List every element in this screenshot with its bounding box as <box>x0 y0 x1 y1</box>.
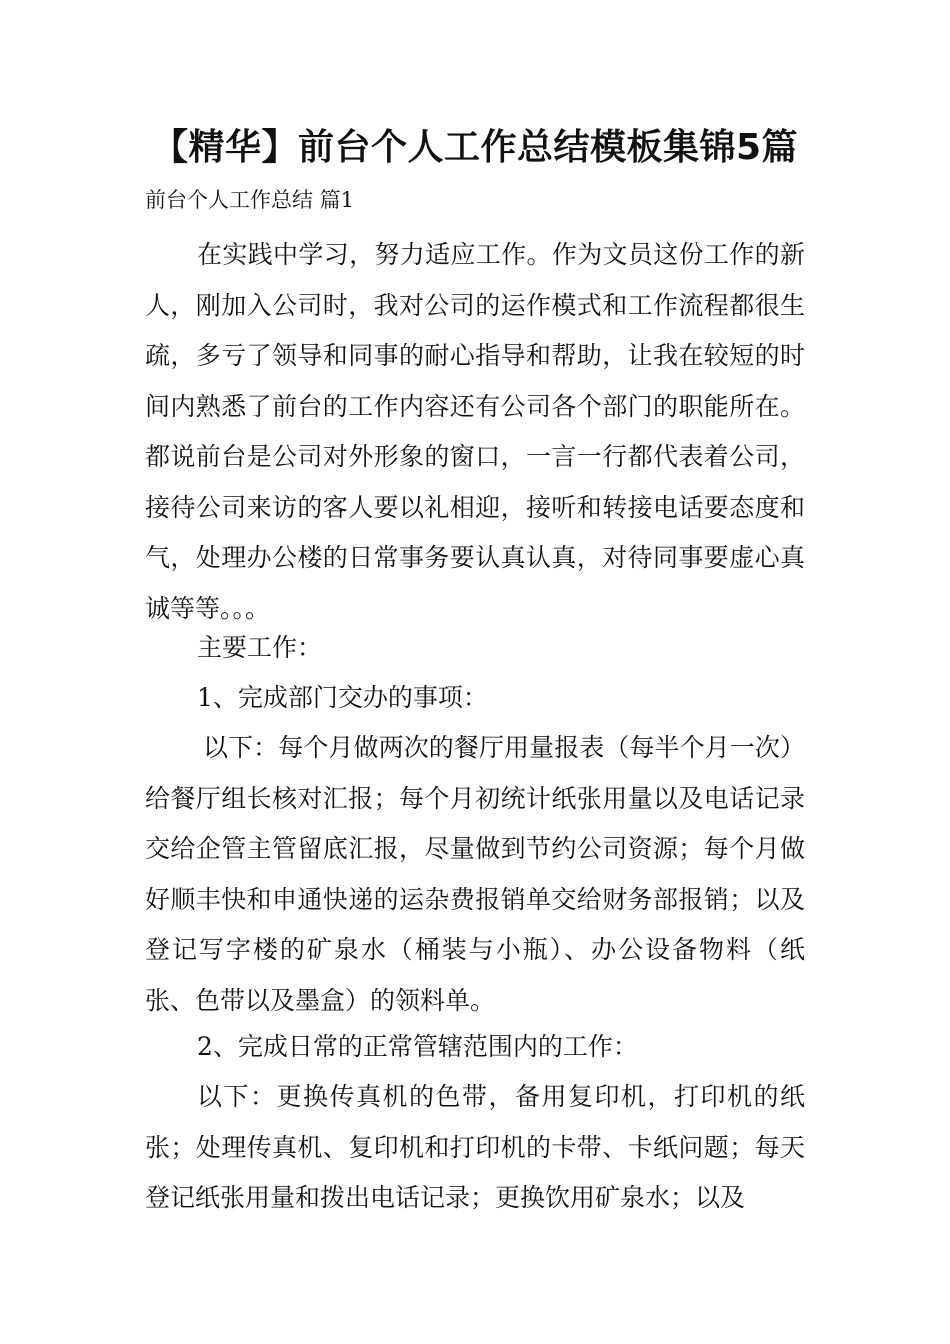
item2-paragraph: 以下：更换传真机的色带，备用复印机，打印机的纸张；处理传真机、复印机和打印机的卡带、卡纸问题；每天登记纸张用量和拨出电话记录；更换饮用矿泉水；以及 <box>145 1082 805 1212</box>
item1-heading: 1、完成部门交办的事项： <box>197 683 488 712</box>
main-work-heading: 主要工作： <box>197 633 323 662</box>
item2-paragraph-block <box>145 1072 805 1224</box>
item2-heading-block <box>145 1022 805 1073</box>
intro-paragraph-block <box>145 230 805 634</box>
item2-heading: 2、完成日常的正常管辖范围内的工作： <box>197 1032 638 1061</box>
section-heading: 前台个人工作总结 篇1 <box>145 188 355 212</box>
item1-paragraph: 以下：每个月做两次的餐厅用量报表（每半个月一次）给餐厅组长核对汇报；每个月初统计纸张用量以及电话记录交给企管主管留底汇报，尽量做到节约公司资源；每个月做好顺丰快和申通快递的运杂费报销单交给财务部报销；以及登记写字楼的矿泉水（桶装与小瓶）、办公设备物料（纸张、色带以及墨盒）的领料单。 <box>145 733 805 1015</box>
main-work-heading-block <box>145 623 805 674</box>
item1-heading-block <box>145 673 805 724</box>
item1-paragraph-block <box>145 723 805 1026</box>
intro-paragraph: 在实践中学习，努力适应工作。作为文员这份工作的新人，刚加入公司时，我对公司的运作模式和工作流程都很生疏，多亏了领导和同事的耐心指导和帮助，让我在较短的时间内熟悉了前台的工作内容还有公司各个部门的职能所在。都说前台是公司对外形象的窗口，一言一行都代表着公司，接待公司来访的客人要以礼相迎，接听和转接电话要态度和气，处理办公楼的日常事务要认真认真，对待同事要虚心真诚等等。。。 <box>145 240 805 623</box>
document-title: 【精华】前台个人工作总结模板集锦5篇 <box>151 127 799 168</box>
